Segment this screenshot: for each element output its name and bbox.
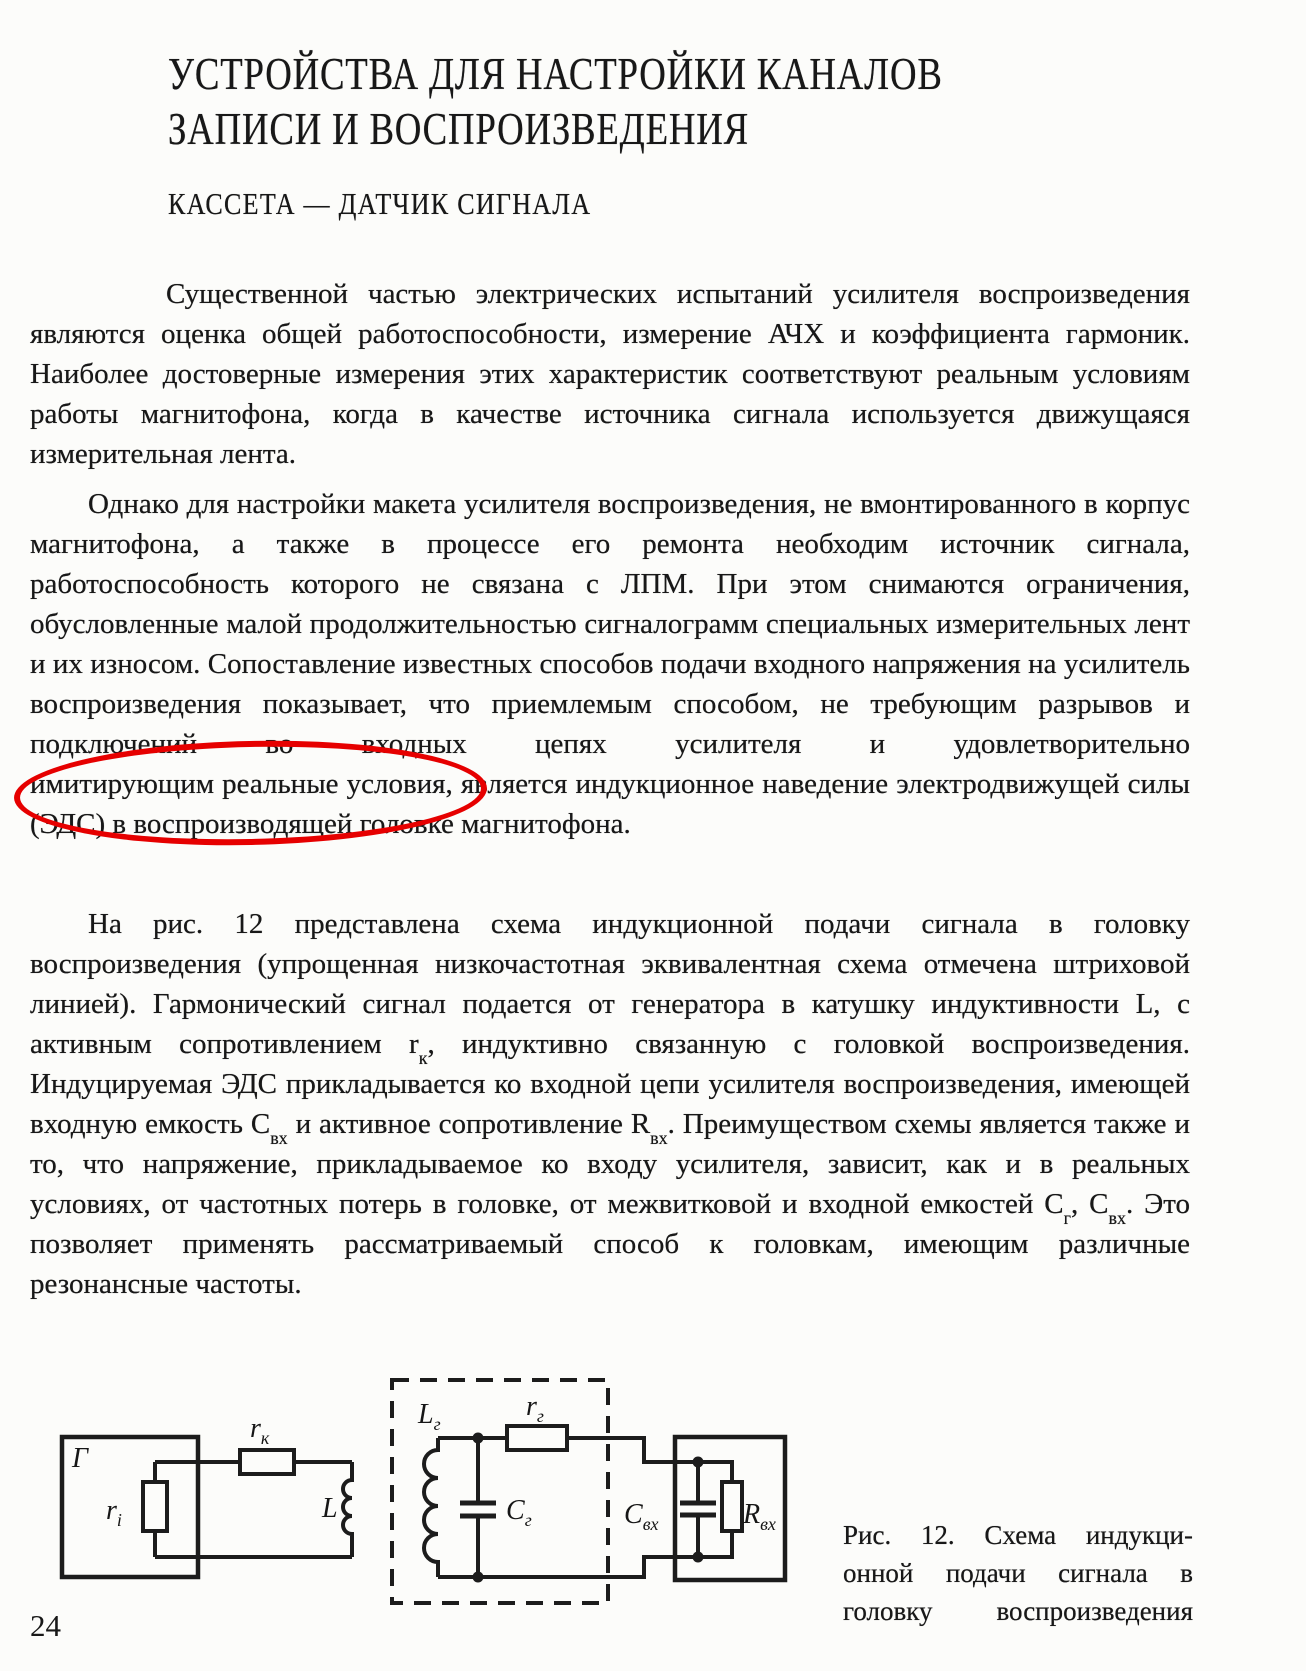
highlighted-phrase-text: имитирующим реальные условия, [30,768,453,800]
junction-dot [693,1457,704,1468]
text-segment: , C [1070,1188,1109,1220]
resistor-Rin [722,1482,742,1531]
capacitor-Cg-label: $C_г$ [506,1495,532,1530]
junction-dot [473,1433,484,1444]
inductor-L-label: L [322,1493,338,1524]
paragraph-3 [30,904,1190,1304]
text-segment: На рис. 12 представлена схема индукционной подачи сигнала в головку воспроизведения (упрощенная низкочастотная эквивалентная схема отмечена штриховой линией). Гармонический сигнал подается от генератора в катушку индуктивности L, с активным сопротивлением r [30,908,1190,1060]
paragraph-2-text-before: Однако для настройки макета усилителя воспроизведения, не вмонтированного в корпус магнитофона, а также в процессе его ремонта необходим источник сигнала, работоспособность которого не связана с ЛПМ. При этом снимаются ограничения, обусловленные малой продолжительностью сигналограмм специальных измерительных лент и их износом. Сопоставление известных способов подачи входного напряжения на усилитель воспроизведения показывает, что приемлемым способом, не требующим разрывов и подключений во входных цепях усилителя и удовлетворительно [30,488,1190,760]
subscript: вх [1108,1207,1126,1228]
figure-caption [843,1516,1193,1630]
paragraph-1: Существенной частью электрических испытаний усилителя воспроизведения являются оценка общей работоспособности, измерение АЧХ и коэффициента гармоник. Наиболее достоверные измерения этих характеристик соответствуют реальным условиям работы магнитофона, когда в качестве источника сигнала используется движущаяся измерительная лента. [30,278,1190,470]
generator-label: Г [72,1443,88,1474]
resistor-ri-label: $r_i$ [106,1495,122,1530]
page-number: 24 [30,1608,61,1643]
text-segment: , индуктивно связанную с головкой воспроизведения. Индуцируемая ЭДС прикладывается ко входной цепи усилителя воспроизведения, имеющей входную емкость C [30,1028,1190,1140]
highlighted-phrase [30,768,453,800]
resistor-rg [507,1426,567,1450]
figure-caption-line: онной подачи сигнала в [843,1558,1193,1588]
text-segment: . Преимуществом схемы является также и то, что напряжение, прикладываемое ко входу усилителя, зависит, как и в реальных условиях, от частотных потерь в головке, от межвитковой и входной емкостей C [30,1108,1190,1220]
resistor-Rin-label: $R_{вх}$ [743,1499,776,1534]
subscript: г [1063,1207,1071,1228]
resistor-rk [240,1450,294,1474]
chapter-title-line1: УСТРОЙСТВА ДЛЯ НАСТРОЙКИ КАНАЛОВ [168,48,943,99]
paragraph-2 [30,484,1190,844]
subscript: вх [650,1127,668,1148]
wire-eq-top-jog [567,1438,732,1462]
inductor-Lg-coil [424,1438,438,1577]
junction-dot [473,1572,484,1583]
circuit-diagram [40,1375,810,1625]
resistor-ri [143,1482,167,1531]
inductor-L-coil [343,1462,352,1557]
chapter-title-line2: ЗАПИСИ И ВОСПРОИЗВЕДЕНИЯ [168,103,749,154]
junction-dot [693,1552,704,1563]
paragraph-2-text-after: является индукционное наведение электродвижущей силы (ЭДС) в воспроизводящей головке магнитофона. [30,768,1191,840]
text-segment: и активное сопротивление R [287,1108,651,1140]
subscript: вх [270,1127,288,1148]
capacitor-Cin-label: $C_{вх}$ [624,1499,659,1534]
figure-caption-line: головку воспроизведения [843,1596,1193,1626]
text-segment: . Это позволяет применять рассматриваемый способ к головкам, имеющим различные резонансные частоты. [30,1188,1191,1300]
subscript: к [418,1047,428,1068]
section-heading: КАССЕТА — ДАТЧИК СИГНАЛА [168,186,592,221]
resistor-rk-label: $r_к$ [250,1413,270,1448]
inductor-Lg-label: $L_г$ [418,1399,441,1434]
figure-caption-line: Рис. 12. Схема индукци- [843,1520,1193,1550]
chapter-title [168,46,943,156]
resistor-rg-label: $r_г$ [526,1391,544,1426]
